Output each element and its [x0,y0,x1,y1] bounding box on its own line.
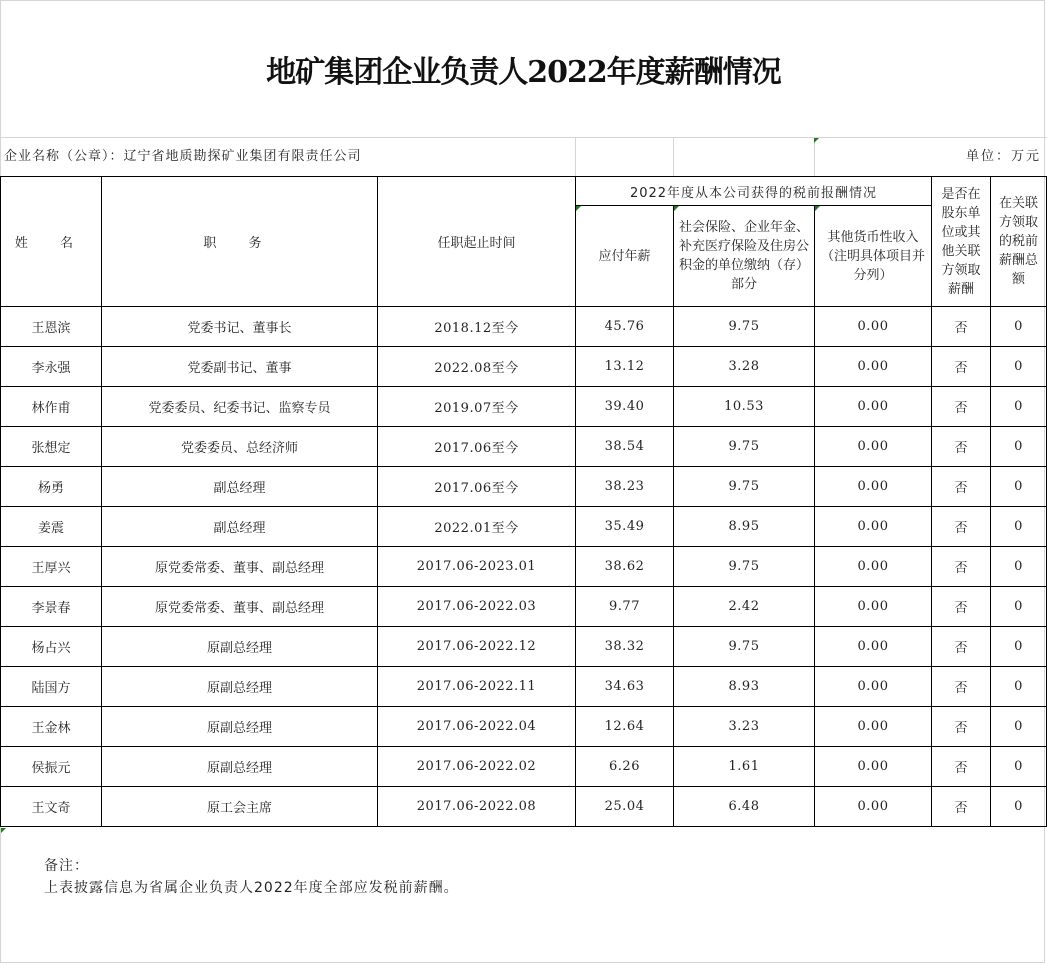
cell-related: 否 [932,627,991,667]
cell-tenure: 2017.06-2022.08 [378,787,576,827]
cell-insurance: 8.93 [674,667,815,707]
table-row [1,667,1047,707]
cell-position: 党委委员、总经济师 [102,427,378,467]
cell-related-total: 0 [991,667,1047,707]
table-row [1,707,1047,747]
comment-marker-icon [815,206,820,211]
cell-other: 0.00 [815,667,932,707]
cell-related: 否 [932,467,991,507]
table-row [1,307,1047,347]
cell-salary: 38.23 [576,467,674,507]
cell-salary: 45.76 [576,307,674,347]
table-row [1,787,1047,827]
cell-other: 0.00 [815,467,932,507]
cell-tenure: 2017.06-2022.03 [378,587,576,627]
cell-position: 副总经理 [102,467,378,507]
gridline [673,138,815,176]
cell-name: 张想定 [1,427,102,467]
cell-related: 否 [932,707,991,747]
notes-label: 备注： [44,858,89,874]
cell-related-total: 0 [991,467,1047,507]
table-row [1,587,1047,627]
salary-table [0,176,1047,827]
cell-position: 原副总经理 [102,627,378,667]
cell-position: 副总经理 [102,507,378,547]
cell-related: 否 [932,587,991,627]
cell-position: 原副总经理 [102,667,378,707]
cell-salary: 13.12 [576,347,674,387]
cell-related: 否 [932,507,991,547]
cell-other: 0.00 [815,427,932,467]
cell-name: 李景春 [1,587,102,627]
cell-name: 王恩滨 [1,307,102,347]
cell-tenure: 2017.06-2022.11 [378,667,576,707]
cell-salary: 35.49 [576,507,674,547]
cell-salary: 25.04 [576,787,674,827]
cell-other: 0.00 [815,707,932,747]
cell-name: 杨占兴 [1,627,102,667]
header-tenure: 任职起止时间 [378,177,576,307]
cell-tenure: 2017.06至今 [378,467,576,507]
cell-name: 李永强 [1,347,102,387]
header-salary [576,206,674,307]
cell-insurance: 10.53 [674,387,815,427]
header-other-income-text: 其他货币性收入（注明具体项目并分列） [821,229,926,283]
cell-related-total: 0 [991,547,1047,587]
cell-other: 0.00 [815,347,932,387]
cell-tenure: 2022.08至今 [378,347,576,387]
cell-position: 原党委常委、董事、副总经理 [102,587,378,627]
header-group-pretax: 2022年度从本公司获得的税前报酬情况 [576,177,932,206]
header-related-party [932,177,991,307]
cell-tenure: 2017.06-2022.04 [378,707,576,747]
cell-related: 否 [932,547,991,587]
cell-other: 0.00 [815,587,932,627]
comment-marker-icon [814,138,819,143]
cell-tenure: 2018.12至今 [378,307,576,347]
cell-related: 否 [932,427,991,467]
table-row [1,547,1047,587]
table-row [1,747,1047,787]
cell-tenure: 2022.01至今 [378,507,576,547]
header-other-income [815,206,932,307]
cell-related: 否 [932,387,991,427]
cell-insurance: 9.75 [674,627,815,667]
cell-position: 党委委员、纪委书记、监察专员 [102,387,378,427]
table-row [1,387,1047,427]
cell-name: 王文奇 [1,787,102,827]
cell-other: 0.00 [815,387,932,427]
unit-label: 单位：万元 [965,149,1041,164]
cell-salary: 38.62 [576,547,674,587]
notes-section [44,855,459,899]
cell-related-total: 0 [991,307,1047,347]
header-name: 姓 名 [1,177,102,307]
cell-tenure: 2017.06-2022.02 [378,747,576,787]
cell-tenure: 2017.06-2022.12 [378,627,576,667]
cell-position: 党委副书记、董事 [102,347,378,387]
comment-marker-icon [1,828,6,833]
cell-related-total: 0 [991,507,1047,547]
cell-insurance: 9.75 [674,307,815,347]
table-row [1,507,1047,547]
header-salary-text: 应付年薪 [598,248,651,264]
cell-position: 原党委常委、董事、副总经理 [102,547,378,587]
notes-text: 上表披露信息为省属企业负责人2022年度全部应发税前薪酬。 [44,880,459,896]
cell-position: 原副总经理 [102,707,378,747]
cell-related: 否 [932,747,991,787]
cell-salary: 6.26 [576,747,674,787]
cell-salary: 38.32 [576,627,674,667]
cell-related-total: 0 [991,427,1047,467]
cell-insurance: 8.95 [674,507,815,547]
cell-other: 0.00 [815,307,932,347]
cell-related-total: 0 [991,627,1047,667]
comment-marker-icon [576,206,581,211]
cell-insurance: 1.61 [674,747,815,787]
cell-related-total: 0 [991,747,1047,787]
cell-name: 王金林 [1,707,102,747]
cell-insurance: 2.42 [674,587,815,627]
cell-related-total: 0 [991,587,1047,627]
cell-related-total: 0 [991,707,1047,747]
cell-name: 侯振元 [1,747,102,787]
header-related-total-text: 在关联方领取的税前薪酬总额 [999,196,1039,287]
cell-related: 否 [932,787,991,827]
comment-marker-icon [674,206,679,211]
header-related-party-text: 是否在股东单位或其他关联方领取薪酬 [941,186,981,297]
gridline [575,138,674,176]
header-related-total [991,177,1047,307]
cell-salary: 9.77 [576,587,674,627]
cell-other: 0.00 [815,787,932,827]
cell-tenure: 2017.06至今 [378,427,576,467]
cell-other: 0.00 [815,507,932,547]
table-row [1,347,1047,387]
cell-insurance: 9.75 [674,547,815,587]
table-row [1,427,1047,467]
cell-name: 陆国方 [1,667,102,707]
cell-insurance: 9.75 [674,467,815,507]
cell-related: 否 [932,307,991,347]
cell-other: 0.00 [815,547,932,587]
header-insurance-text: 社会保险、企业年金、补充医疗保险及住房公积金的单位缴纳（存）部分 [678,220,809,292]
cell-position: 原工会主席 [102,787,378,827]
cell-salary: 34.63 [576,667,674,707]
cell-salary: 39.40 [576,387,674,427]
cell-insurance: 6.48 [674,787,815,827]
cell-name: 杨勇 [1,467,102,507]
cell-position: 党委书记、董事长 [102,307,378,347]
cell-salary: 38.54 [576,427,674,467]
cell-tenure: 2017.06-2023.01 [378,547,576,587]
cell-name: 王厚兴 [1,547,102,587]
company-name: 企业名称（公章）：辽宁省地质勘探矿业集团有限责任公司 [4,149,362,164]
cell-position: 原副总经理 [102,747,378,787]
cell-insurance: 3.28 [674,347,815,387]
company-info-row [0,138,1045,176]
cell-other: 0.00 [815,627,932,667]
cell-salary: 12.64 [576,707,674,747]
table-row [1,467,1047,507]
cell-related-total: 0 [991,787,1047,827]
header-position: 职 务 [102,177,378,307]
cell-related: 否 [932,347,991,387]
cell-name: 姜震 [1,507,102,547]
cell-name: 林作甫 [1,387,102,427]
table-row [1,627,1047,667]
cell-related-total: 0 [991,387,1047,427]
cell-insurance: 9.75 [674,427,815,467]
cell-other: 0.00 [815,747,932,787]
cell-tenure: 2019.07至今 [378,387,576,427]
cell-insurance: 3.23 [674,707,815,747]
header-insurance [674,206,815,307]
cell-related-total: 0 [991,347,1047,387]
page-title: 地矿集团企业负责人2022年度薪酬情况 [0,0,1047,138]
header-row-top [1,177,1047,206]
cell-related: 否 [932,667,991,707]
